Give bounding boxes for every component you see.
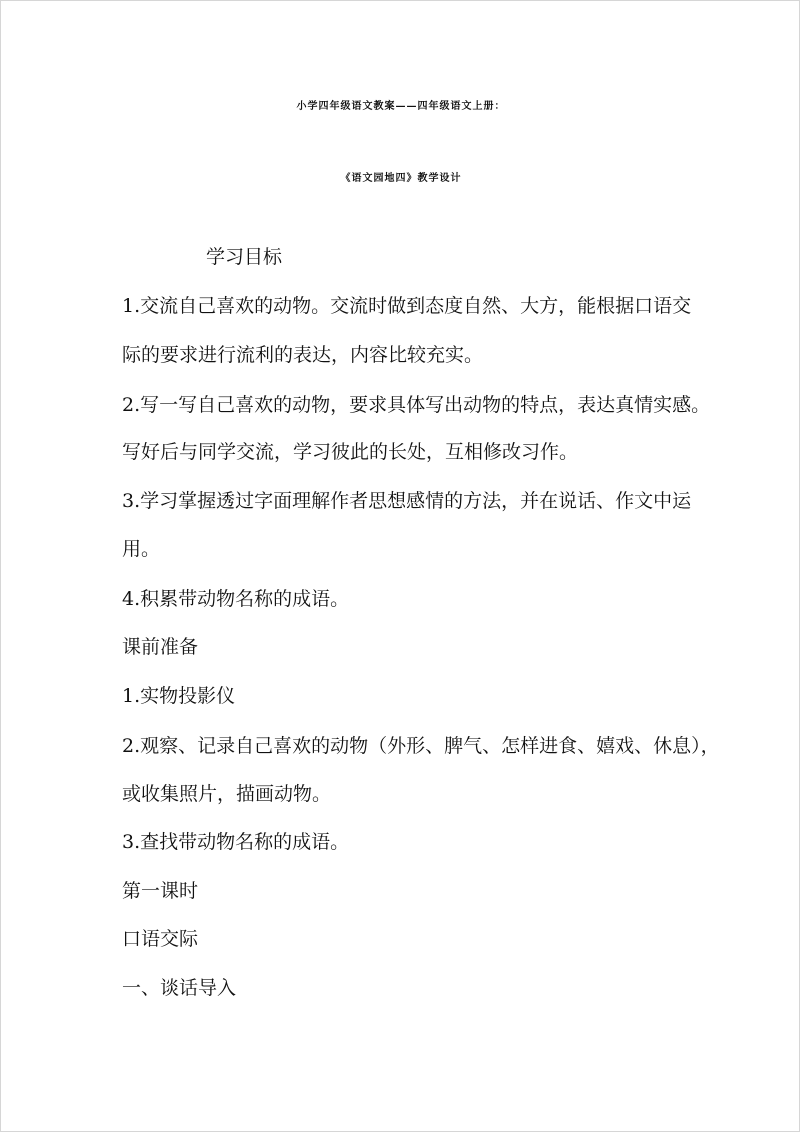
section-heading-learning-goals: 学习目标 xyxy=(206,246,283,268)
paragraph-line: 1.实物投影仪 xyxy=(122,685,236,707)
paragraph-line: 或收集照片，描画动物。 xyxy=(122,783,332,805)
paragraph-line: 2.写一写自己喜欢的动物，要求具体写出动物的特点，表达真情实感。 xyxy=(122,394,711,416)
paragraph-line: 4.积累带动物名称的成语。 xyxy=(122,588,350,610)
paragraph-line: 写好后与同学交流，学习彼此的长处，互相修改习作。 xyxy=(122,441,579,463)
paragraph-line: 1.交流自己喜欢的动物。交流时做到态度自然、大方，能根据口语交 xyxy=(122,295,692,317)
section-heading-preparation: 课前准备 xyxy=(122,636,199,658)
document-title-line2: 《语文园地四》教学设计 xyxy=(340,173,462,184)
paragraph-line: 3.学习掌握透过字面理解作者思想感情的方法，并在说话、作文中运 xyxy=(122,490,692,512)
section-heading-first-lesson: 第一课时 xyxy=(122,880,199,902)
document-title-line1: 小学四年级语文教案——四年级语文上册： xyxy=(296,101,506,112)
paragraph-line: 际的要求进行流利的表达，内容比较充实。 xyxy=(122,344,484,366)
paragraph-line: 用。 xyxy=(122,538,161,560)
section-heading-introduction: 一、谈话导入 xyxy=(122,977,237,999)
section-heading-oral-communication: 口语交际 xyxy=(122,928,199,950)
paragraph-line: 2.观察、记录自己喜欢的动物（外形、脾气、怎样进食、嬉戏、休息）， xyxy=(122,735,720,757)
paragraph-line: 3.查找带动物名称的成语。 xyxy=(122,831,350,853)
